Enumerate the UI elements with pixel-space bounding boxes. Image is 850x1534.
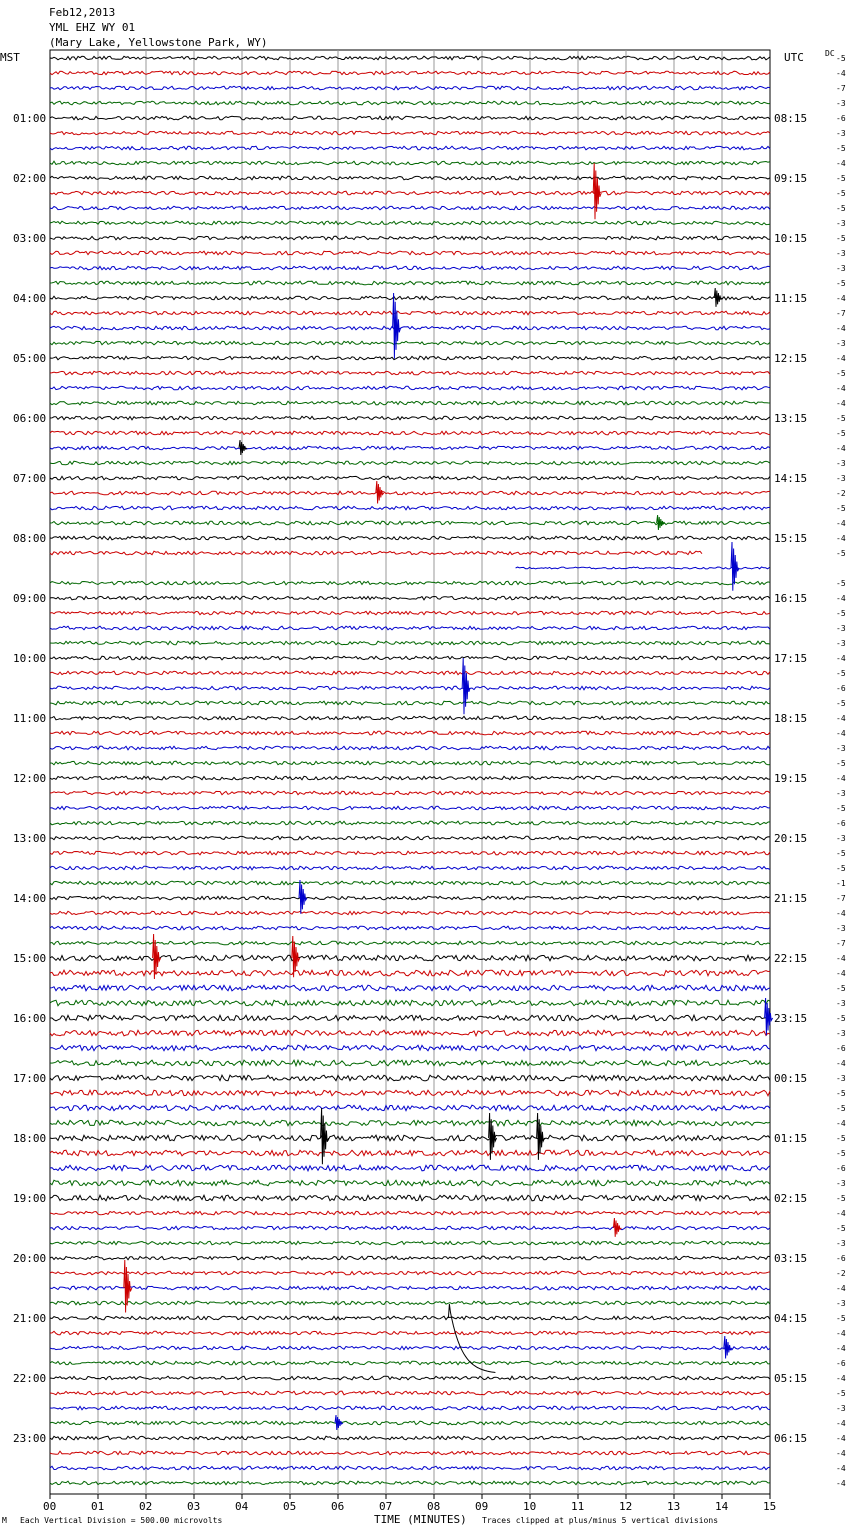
dc-offset-label: -4 — [836, 774, 846, 783]
trace-row — [50, 1406, 770, 1410]
dc-offset-label: -5 — [836, 504, 846, 513]
dc-offset-label: -5 — [836, 1314, 846, 1323]
trace-row — [50, 1466, 770, 1470]
dc-offset-label: -5 — [836, 279, 846, 288]
trace-row — [50, 1271, 770, 1275]
dc-offset-label: -4 — [836, 1344, 846, 1353]
x-tick-label: 11 — [571, 1500, 585, 1513]
dc-offset-label: -5 — [836, 579, 846, 588]
mst-hour-label: 15:00 — [13, 952, 47, 965]
trace-row — [50, 191, 770, 195]
utc-hour-label: 10:15 — [774, 232, 808, 245]
trace-row — [50, 146, 770, 150]
trace-row — [50, 881, 770, 885]
mst-hour-label: 12:00 — [13, 772, 47, 785]
trace-row — [50, 1060, 770, 1066]
dc-offset-label: -3 — [836, 339, 846, 348]
left-timezone-label: MST — [0, 51, 20, 64]
x-tick-label: 00 — [43, 1500, 57, 1513]
dc-offset-label: -5 — [836, 54, 846, 63]
mst-hour-label: 21:00 — [13, 1312, 47, 1325]
mst-hour-label: 10:00 — [13, 652, 47, 665]
trace-row — [50, 71, 770, 75]
mst-hour-label: 16:00 — [13, 1012, 47, 1025]
mst-hour-label: 11:00 — [13, 712, 47, 725]
mst-hour-label: 05:00 — [13, 352, 47, 365]
trace-row — [50, 791, 770, 795]
trace-row — [50, 296, 770, 300]
dc-offset-label: -3 — [836, 639, 846, 648]
dc-offset-label: -3 — [836, 99, 846, 108]
footer-mark: M — [2, 1516, 7, 1525]
trace-row — [50, 266, 770, 270]
mst-hour-label: 20:00 — [13, 1252, 47, 1265]
utc-hour-label: 22:15 — [774, 952, 808, 965]
mst-hour-label: 18:00 — [13, 1132, 47, 1145]
trace-row — [50, 1000, 770, 1006]
trace-row — [50, 86, 770, 90]
trace-row — [50, 251, 770, 255]
x-tick-label: 13 — [667, 1500, 681, 1513]
dc-offset-label: -7 — [836, 894, 846, 903]
utc-hour-label: 00:15 — [774, 1072, 808, 1085]
trace-row — [50, 311, 770, 315]
dc-offset-label: -3 — [836, 1074, 846, 1083]
dc-offset-label: -4 — [836, 594, 846, 603]
trace-row — [50, 1075, 770, 1081]
dc-offset-label: -3 — [836, 999, 846, 1008]
dc-offset-label: -3 — [836, 129, 846, 138]
dc-offset-labels — [836, 54, 846, 1488]
x-tick-label: 14 — [715, 1500, 729, 1513]
trace-row — [50, 461, 770, 465]
dc-offset-label: -4 — [836, 714, 846, 723]
mst-hour-label: 09:00 — [13, 592, 47, 605]
seismic-event — [613, 1218, 621, 1237]
dc-offset-label: -5 — [836, 804, 846, 813]
dc-offset-label: -4 — [836, 354, 846, 363]
trace-row — [50, 356, 770, 360]
trace-row — [50, 866, 770, 870]
mst-hour-label: 02:00 — [13, 172, 47, 185]
dc-offset-label: -4 — [836, 294, 846, 303]
trace-row — [50, 731, 770, 735]
trace-row — [50, 386, 770, 390]
trace-row — [50, 596, 770, 600]
mst-hour-labels — [13, 112, 46, 1445]
dc-offset-label: -5 — [836, 429, 846, 438]
utc-hour-label: 08:15 — [774, 112, 808, 125]
trace-row — [50, 371, 770, 375]
trace-row — [50, 56, 770, 60]
dc-offset-label: -5 — [836, 144, 846, 153]
utc-hour-label: 15:15 — [774, 532, 808, 545]
dc-offset-label: -3 — [836, 789, 846, 798]
trace-row — [50, 1421, 770, 1425]
x-tick-label: 08 — [427, 1500, 441, 1513]
trace-row — [50, 1331, 770, 1335]
dc-offset-label: -5 — [836, 1194, 846, 1203]
dc-offset-label: -5 — [836, 759, 846, 768]
trace-row — [50, 1015, 770, 1021]
seismic-traces — [50, 56, 773, 1485]
trace-row — [50, 206, 770, 210]
mst-hour-label: 01:00 — [13, 112, 47, 125]
utc-hour-label: 13:15 — [774, 412, 808, 425]
dc-offset-label: -5 — [836, 369, 846, 378]
dc-offset-label: -5 — [836, 189, 846, 198]
trace-row — [50, 1195, 770, 1201]
dc-offset-label: -4 — [836, 654, 846, 663]
trace-row — [50, 836, 770, 840]
dc-offset-label: -4 — [836, 324, 846, 333]
utc-hour-label: 05:15 — [774, 1372, 808, 1385]
trace-row — [50, 101, 770, 105]
dc-offset-label: -4 — [836, 969, 846, 978]
dc-offset-label: -6 — [836, 1254, 846, 1263]
dc-offset-label: -4 — [836, 534, 846, 543]
dc-offset-label: -6 — [836, 1044, 846, 1053]
dc-offset-label: -3 — [836, 1029, 846, 1038]
dc-offset-label: -4 — [836, 1479, 846, 1488]
trace-row — [50, 1150, 770, 1156]
utc-hour-labels — [774, 112, 807, 1445]
dc-offset-label: -4 — [836, 1434, 846, 1443]
trace-row — [50, 1241, 770, 1245]
footer-scale: Each Vertical Division = 500.00 microvolts — [20, 1516, 223, 1525]
dc-offset-label: -7 — [836, 84, 846, 93]
trace-row — [50, 341, 770, 345]
trace-row — [50, 401, 770, 405]
dc-offset-label: -5 — [836, 669, 846, 678]
trace-row — [50, 1316, 770, 1320]
trace-row — [50, 491, 770, 495]
trace-row — [50, 896, 770, 900]
utc-hour-label: 17:15 — [774, 652, 808, 665]
seismic-event — [462, 658, 470, 714]
trace-row — [50, 536, 770, 540]
dc-offset-label: -5 — [836, 204, 846, 213]
trace-row — [50, 985, 770, 991]
dc-offset-label: -5 — [836, 849, 846, 858]
trace-row — [50, 701, 770, 705]
dc-offset-label: -3 — [836, 834, 846, 843]
utc-hour-label: 18:15 — [774, 712, 808, 725]
dc-offset-label: -4 — [836, 1284, 846, 1293]
x-tick-label: 02 — [139, 1500, 153, 1513]
x-tick-label: 07 — [379, 1500, 393, 1513]
dc-offset-label: -6 — [836, 114, 846, 123]
seismic-event — [124, 1260, 132, 1313]
dc-offset-label: -3 — [836, 1239, 846, 1248]
dc-offset-label: -5 — [836, 549, 846, 558]
dc-offset-label: -4 — [836, 1374, 846, 1383]
trace-row — [50, 761, 770, 765]
dc-offset-label: -2 — [836, 489, 846, 498]
dc-offset-label: -4 — [836, 399, 846, 408]
dc-offset-label: -5 — [836, 174, 846, 183]
trace-row — [50, 851, 770, 855]
dc-offset-label: -3 — [836, 1299, 846, 1308]
dc-offset-label: -4 — [836, 1449, 846, 1458]
dc-offset-label: -4 — [836, 1329, 846, 1338]
trace-row — [50, 641, 770, 645]
utc-hour-label: 12:15 — [774, 352, 808, 365]
mst-hour-label: 08:00 — [13, 532, 47, 545]
dc-offset-label: -3 — [836, 924, 846, 933]
trace-row — [50, 1286, 770, 1290]
dc-offset-label: -7 — [836, 309, 846, 318]
trace-row — [50, 161, 770, 165]
trace-row — [50, 551, 702, 555]
utc-hour-label: 06:15 — [774, 1432, 808, 1445]
dc-offset-label: -5 — [836, 234, 846, 243]
mst-hour-label: 14:00 — [13, 892, 47, 905]
utc-hour-label: 02:15 — [774, 1192, 808, 1205]
seismic-event — [724, 1336, 732, 1359]
seismic-event — [321, 1108, 329, 1164]
utc-hour-label: 14:15 — [774, 472, 808, 485]
trace-row — [50, 1346, 770, 1350]
utc-hour-label: 21:15 — [774, 892, 808, 905]
dc-offset-label: -5 — [836, 609, 846, 618]
dc-offset-label: -3 — [836, 744, 846, 753]
trace-row — [50, 941, 770, 945]
x-axis-title: TIME (MINUTES) — [374, 1513, 467, 1526]
header-station: YML EHZ WY 01 — [49, 21, 136, 34]
trace-row — [50, 1045, 770, 1051]
mst-hour-label: 23:00 — [13, 1432, 47, 1445]
trace-row — [50, 686, 770, 690]
dc-offset-label: -3 — [836, 1404, 846, 1413]
dc-offset-label: -5 — [836, 1134, 846, 1143]
trace-row — [50, 1105, 770, 1111]
dc-label: DC — [825, 49, 835, 58]
dc-offset-label: -3 — [836, 264, 846, 273]
footer-clip-note: Traces clipped at plus/minus 5 vertical divisions — [482, 1516, 719, 1525]
dc-offset-label: -3 — [836, 219, 846, 228]
seismic-event — [765, 998, 773, 1036]
trace-row — [50, 236, 770, 240]
trace-row — [50, 581, 770, 585]
trace-row — [50, 821, 770, 825]
trace-row — [50, 416, 770, 420]
dc-offset-label: -4 — [836, 69, 846, 78]
trace-row — [50, 911, 770, 915]
dc-offset-label: -5 — [836, 1089, 846, 1098]
dc-offset-label: -4 — [836, 1059, 846, 1068]
utc-hour-label: 23:15 — [774, 1012, 808, 1025]
trace-row — [50, 1211, 770, 1215]
utc-hour-label: 19:15 — [774, 772, 808, 785]
dc-offset-label: -4 — [836, 384, 846, 393]
dc-offset-label: -4 — [836, 159, 846, 168]
dc-offset-label: -3 — [836, 459, 846, 468]
trace-row — [50, 326, 770, 330]
mst-hour-label: 07:00 — [13, 472, 47, 485]
dc-offset-label: -3 — [836, 1179, 846, 1188]
seismic-event — [393, 293, 401, 359]
trace-row — [50, 806, 770, 810]
x-axis-ticks — [43, 1494, 776, 1513]
trace-row — [50, 1481, 770, 1485]
utc-hour-label: 20:15 — [774, 832, 808, 845]
dc-offset-label: -4 — [836, 729, 846, 738]
trace-row — [50, 1376, 770, 1380]
dc-offset-label: -3 — [836, 624, 846, 633]
trace-row — [50, 656, 770, 660]
trace-row — [50, 1436, 770, 1440]
trace-row — [50, 671, 770, 675]
trace-row — [50, 506, 770, 510]
dc-offset-label: -4 — [836, 909, 846, 918]
dc-offset-label: -4 — [836, 444, 846, 453]
trace-row — [50, 476, 770, 480]
trace-row — [50, 611, 770, 615]
x-tick-label: 01 — [91, 1500, 105, 1513]
dc-offset-label: -4 — [836, 1464, 846, 1473]
header-location: (Mary Lake, Yellowstone Park, WY) — [49, 36, 268, 49]
dc-offset-label: -5 — [836, 1389, 846, 1398]
utc-hour-label: 09:15 — [774, 172, 808, 185]
trace-row — [50, 1256, 770, 1260]
dc-offset-label: -5 — [836, 984, 846, 993]
x-tick-label: 03 — [187, 1500, 201, 1513]
utc-hour-label: 04:15 — [774, 1312, 808, 1325]
dc-offset-label: -3 — [836, 474, 846, 483]
trace-row — [50, 1361, 770, 1365]
seismic-event — [239, 440, 247, 455]
x-tick-label: 06 — [331, 1500, 345, 1513]
trace-row — [50, 716, 770, 720]
seismic-event — [299, 880, 307, 914]
utc-hour-label: 11:15 — [774, 292, 808, 305]
seismic-event — [593, 163, 601, 219]
dc-offset-label: -2 — [836, 1269, 846, 1278]
dc-offset-label: -6 — [836, 684, 846, 693]
trace-row — [50, 1180, 770, 1186]
dc-offset-label: -7 — [836, 939, 846, 948]
trace-row — [50, 176, 770, 180]
utc-hour-label: 03:15 — [774, 1252, 808, 1265]
mst-hour-label: 03:00 — [13, 232, 47, 245]
x-tick-label: 10 — [523, 1500, 537, 1513]
dc-offset-label: -4 — [836, 1209, 846, 1218]
trace-row — [50, 1135, 770, 1141]
trace-row — [50, 1301, 770, 1305]
x-tick-label: 04 — [235, 1500, 249, 1513]
trace-row — [50, 746, 770, 750]
trace-row — [50, 1165, 770, 1171]
mst-hour-label: 19:00 — [13, 1192, 47, 1205]
trace-row — [50, 1391, 770, 1395]
trace-row — [50, 131, 770, 135]
trace-row — [50, 431, 770, 435]
seismic-event — [376, 481, 384, 504]
utc-hour-label: 01:15 — [774, 1132, 808, 1145]
trace-row — [50, 970, 770, 976]
trace-row — [50, 776, 770, 780]
mst-hour-label: 22:00 — [13, 1372, 47, 1385]
dc-offset-label: -5 — [836, 1104, 846, 1113]
dc-offset-label: -5 — [836, 1224, 846, 1233]
dc-offset-label: -5 — [836, 864, 846, 873]
x-tick-label: 05 — [283, 1500, 297, 1513]
trace-row — [50, 1226, 770, 1230]
mst-hour-label: 04:00 — [13, 292, 47, 305]
seismic-event — [714, 288, 722, 307]
header-date: Feb12,2013 — [49, 6, 116, 19]
dc-offset-label: -6 — [836, 819, 846, 828]
trace-row — [50, 1451, 770, 1455]
dc-offset-label: -5 — [836, 1149, 846, 1158]
dc-offset-label: -5 — [836, 1014, 846, 1023]
dc-offset-label: -4 — [836, 1119, 846, 1128]
x-tick-label: 12 — [619, 1500, 633, 1513]
trace-row — [50, 1030, 770, 1036]
x-tick-label: 15 — [763, 1500, 777, 1513]
trace-row — [50, 221, 770, 225]
trace-row — [50, 926, 770, 930]
dc-offset-label: -1 — [836, 879, 846, 888]
trace-row — [50, 446, 770, 450]
mst-hour-label: 13:00 — [13, 832, 47, 845]
trace-row — [50, 116, 770, 120]
utc-hour-label: 16:15 — [774, 592, 808, 605]
trace-row — [50, 1090, 770, 1096]
dc-offset-label: -3 — [836, 249, 846, 258]
dc-offset-label: -6 — [836, 1359, 846, 1368]
dc-offset-label: -4 — [836, 519, 846, 528]
dc-offset-label: -6 — [836, 1164, 846, 1173]
x-tick-label: 09 — [475, 1500, 489, 1513]
trace-row — [50, 626, 770, 630]
trace-row — [50, 281, 770, 285]
mst-hour-label: 17:00 — [13, 1072, 47, 1085]
right-timezone-label: UTC — [784, 51, 804, 64]
dc-offset-label: -5 — [836, 414, 846, 423]
dc-offset-label: -5 — [836, 699, 846, 708]
mst-hour-label: 06:00 — [13, 412, 47, 425]
trace-row — [50, 1120, 770, 1126]
dc-offset-label: -4 — [836, 1419, 846, 1428]
dc-offset-label: -4 — [836, 954, 846, 963]
